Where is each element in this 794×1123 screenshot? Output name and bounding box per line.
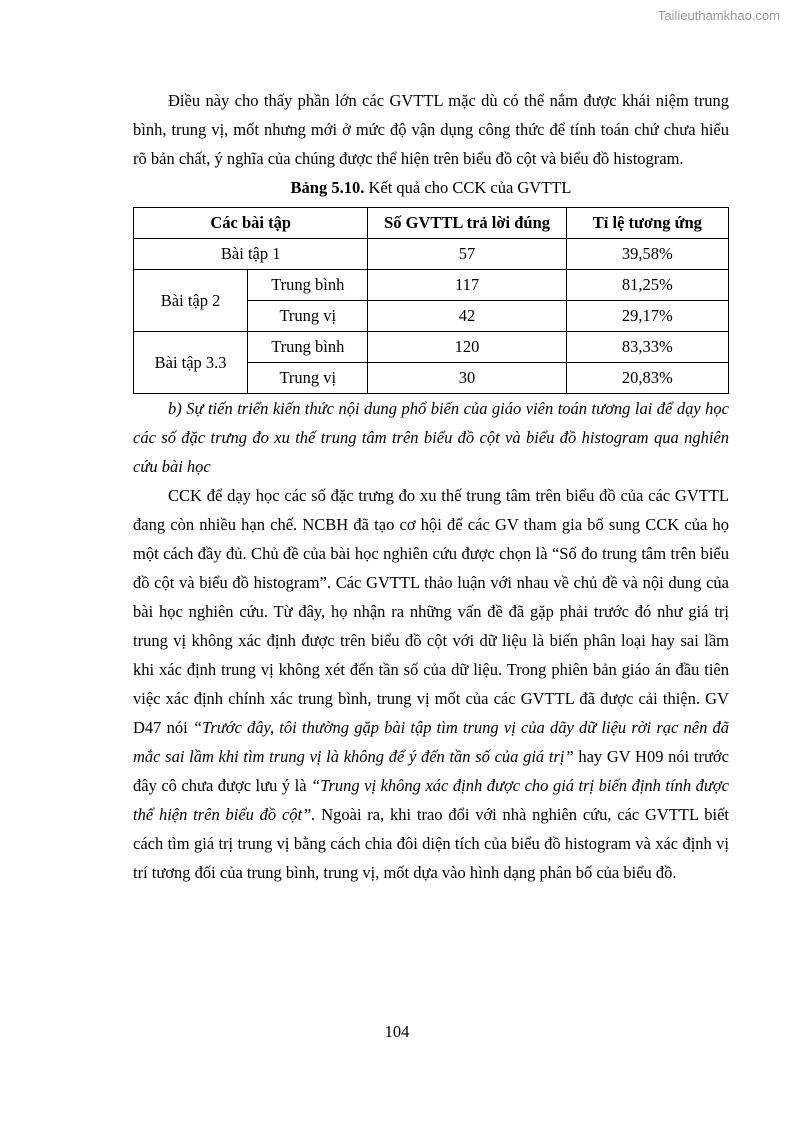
cell-measure: Trung bình xyxy=(248,332,368,363)
cell-count: 120 xyxy=(368,332,566,363)
cell-count: 42 xyxy=(368,301,566,332)
table-caption xyxy=(133,175,729,201)
quote-gv-h09: “Trung vị không xác định được cho giá trị biến định tính được thể hiện trên biểu đồ cột”. xyxy=(133,776,729,824)
results-table xyxy=(133,207,729,394)
paragraph-main xyxy=(133,481,729,887)
cell-count: 117 xyxy=(368,270,566,301)
table-caption-number: Bảng 5.10. xyxy=(290,178,365,197)
paragraph-main-seg1: CCK để dạy học các số đặc trưng đo xu thế trung tâm trên biểu đồ của các GVTTL đang còn nhiều hạn chế. NCBH đã tạo cơ hội để các GV tham gia bổ sung CCK của họ một cách đầy đủ. Chủ đề của bài học nghiên cứu được chọn là “Số đo trung tâm trên biểu đồ cột và biểu đồ histogram”. Các GVTTL thảo luận với nhau về chủ đề và nội dung của bài học nghiên cứu. Từ đây, họ nhận ra những vấn đề đã gặp phải trước đó như giá trị trung vị không xác định được trên biểu đồ cột với dữ liệu là biến phân loại hay sai lầm khi xác định trung vị không xét đến tần số của dữ liệu. Trong phiên bản giáo án đầu tiên việc xác định chính xác trung bình, trung vị mốt của các GVTTL đã được cải thiện. GV D47 nói xyxy=(133,486,729,737)
watermark: Tailieuthamkhao.com xyxy=(657,8,780,23)
cell-measure: Trung vị xyxy=(248,363,368,394)
header-exercises: Các bài tập xyxy=(134,208,368,239)
cell-percent: 20,83% xyxy=(566,363,728,394)
table-row xyxy=(134,239,729,270)
cell-percent: 83,33% xyxy=(566,332,728,363)
cell-percent: 39,58% xyxy=(566,239,728,270)
cell-measure: Trung bình xyxy=(248,270,368,301)
cell-measure: Trung vị xyxy=(248,301,368,332)
paragraph-intro: Điều này cho thấy phần lớn các GVTTL mặc dù có thể nắm được khái niệm trung bình, trung vị, mốt nhưng mới ở mức độ vận dụng công thức để tính toán chứ chưa hiểu rõ bản chất, ý nghĩa của chúng được thể hiện trên biểu đồ cột và biểu đồ histogram. xyxy=(133,91,729,168)
table-row xyxy=(134,270,729,301)
cell-exercise-2: Bài tập 2 xyxy=(134,270,248,332)
table-header-row xyxy=(134,208,729,239)
paragraph-main-seg3: hay GV H09 nói trước đây cô chưa được lưu ý là xyxy=(133,747,729,795)
page-number: 104 xyxy=(384,1022,410,1041)
table-caption-text: Kết quả cho CCK của GVTTL xyxy=(364,178,572,197)
page-content xyxy=(133,86,729,887)
header-percentage: Tỉ lệ tương ứng xyxy=(566,208,728,239)
paragraph-main-seg5: Ngoài ra, khi trao đổi với nhà nghiên cứu, các GVTTL biết cách tìm giá trị trung vị bằng cách chia đôi diện tích của biểu đồ histogram và xác định vị trí tương đối của trung bình, trung vị, mốt dựa vào hình dạng phân bố của biểu đồ. xyxy=(133,805,729,882)
cell-exercise-1: Bài tập 1 xyxy=(134,239,368,270)
subsection-heading-b: b) Sự tiến triển kiến thức nội dung phổ biến của giáo viên toán tương lai để dạy học các số đặc trưng đo xu thế trung tâm trên biểu đồ cột và biểu đồ histogram qua nghiên cứu bài học xyxy=(133,399,729,476)
quote-gv-d47: “Trước đây, tôi thường gặp bài tập tìm trung vị của dãy dữ liệu rời rạc nên đã mắc sai lầm khi tìm trung vị là không để ý đến tần số của giá trị” xyxy=(133,718,730,766)
cell-count: 30 xyxy=(368,363,566,394)
header-correct-count: Số GVTTL trả lời đúng xyxy=(368,208,566,239)
cell-count: 57 xyxy=(368,239,566,270)
table-row xyxy=(134,332,729,363)
cell-percent: 29,17% xyxy=(566,301,728,332)
cell-percent: 81,25% xyxy=(566,270,728,301)
cell-exercise-3-3: Bài tập 3.3 xyxy=(134,332,248,394)
